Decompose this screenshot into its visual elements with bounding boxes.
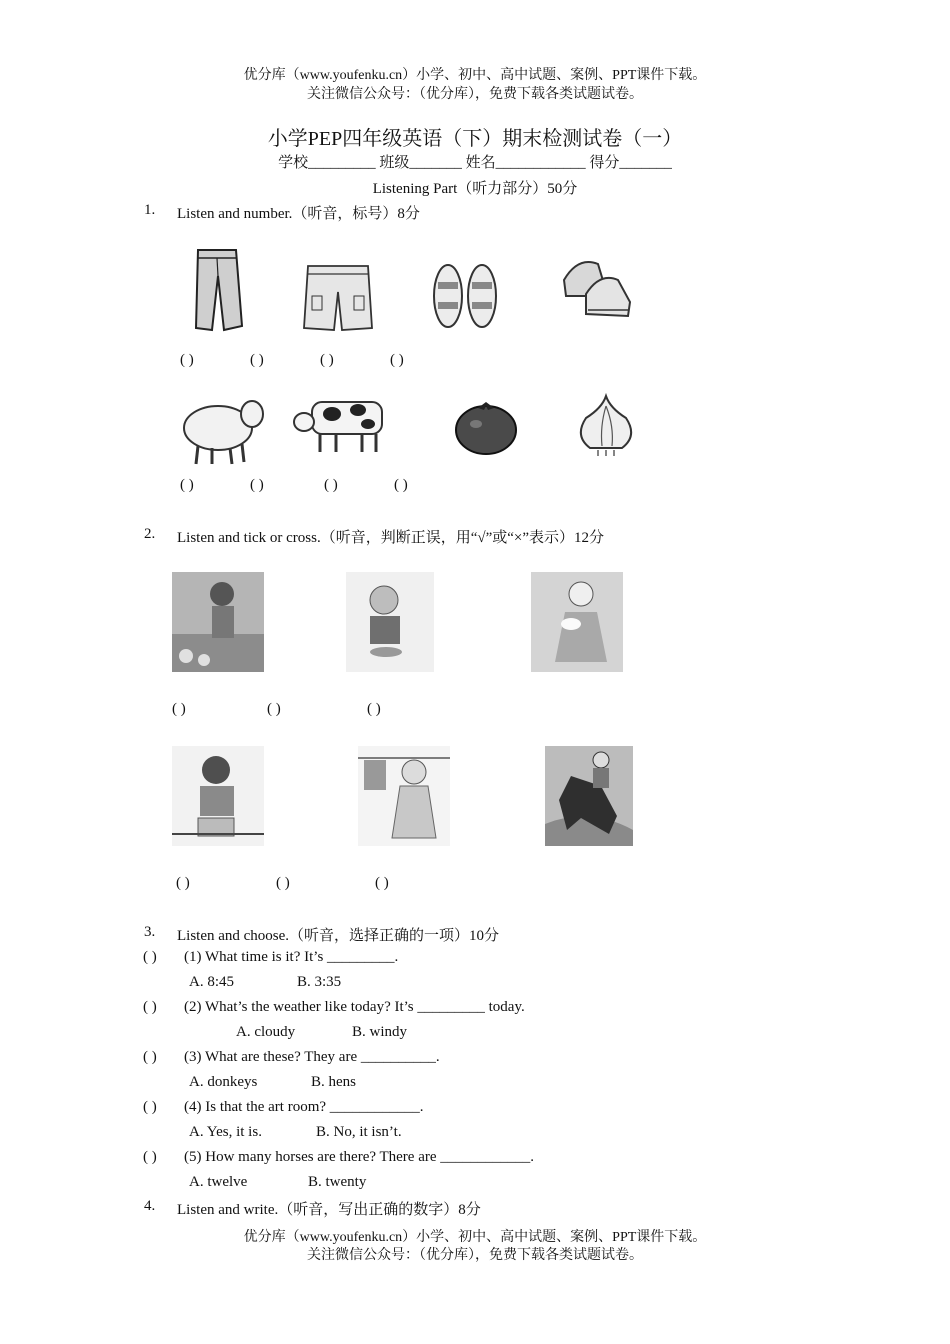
- q3-option-4a: A. Yes, it is.: [189, 1124, 262, 1140]
- page-title: 小学PEP四年级英语（下）期末检测试卷（一）: [267, 128, 683, 150]
- header-line-1: 优分库（www.youfenku.cn）小学、初中、高中试题、案例、PPT课件下载。: [243, 68, 707, 83]
- answer-paren[interactable]: ( ): [143, 1049, 157, 1065]
- q3-number: 3.: [144, 924, 156, 940]
- answer-paren[interactable]: ( ): [172, 701, 186, 717]
- q2-instruction: Listen and tick or cross.（听音，判断正误，用“√”或“×”表示）12分: [177, 530, 605, 546]
- q3-option-1b: B. 3:35: [297, 974, 342, 990]
- cow-icon: [292, 396, 396, 456]
- onion-icon: [576, 392, 636, 458]
- q2-number: 2.: [144, 526, 156, 542]
- girl-eating-image: [346, 572, 434, 672]
- answer-paren[interactable]: ( ): [367, 701, 381, 717]
- boy-riding-horse-image: [545, 746, 633, 846]
- answer-paren[interactable]: ( ): [180, 477, 194, 493]
- answer-paren[interactable]: ( ): [143, 1099, 157, 1115]
- answer-paren[interactable]: ( ): [180, 352, 194, 368]
- q3-option-3b: B. hens: [311, 1074, 356, 1090]
- q3-question-5: (5) How many horses are there? There are ____________.: [184, 1149, 535, 1165]
- answer-paren[interactable]: ( ): [394, 477, 408, 493]
- answer-paren[interactable]: ( ): [267, 701, 281, 717]
- answer-paren[interactable]: ( ): [250, 352, 264, 368]
- q3-question-4: (4) Is that the art room? ____________.: [184, 1099, 424, 1115]
- sandals-icon: [430, 262, 502, 330]
- answer-paren[interactable]: ( ): [375, 875, 389, 891]
- answer-paren[interactable]: ( ): [143, 949, 157, 965]
- answer-paren[interactable]: ( ): [320, 352, 334, 368]
- q3-option-5a: A. twelve: [189, 1174, 248, 1190]
- q3-option-5b: B. twenty: [308, 1174, 367, 1190]
- q3-instruction: Listen and choose.（听音，选择正确的一项）10分: [177, 928, 500, 944]
- answer-paren[interactable]: ( ): [143, 999, 157, 1015]
- pants-icon: [190, 246, 250, 336]
- q3-question-2: (2) What’s the weather like today? It’s _________ today.: [184, 999, 525, 1015]
- answer-paren[interactable]: ( ): [390, 352, 404, 368]
- q3-option-3a: A. donkeys: [189, 1074, 258, 1090]
- footer-line-2: 关注微信公众号：（优分库），免费下载各类试题试卷。: [307, 1248, 643, 1263]
- boy-watering-flowers-image: [172, 572, 264, 672]
- footer-line-1: 优分库（www.youfenku.cn）小学、初中、高中试题、案例、PPT课件下载。: [243, 1230, 707, 1245]
- tomato-icon: [454, 400, 518, 456]
- boy-washing-image: [172, 746, 264, 846]
- sneakers-icon: [558, 250, 634, 324]
- header-line-2: 关注微信公众号：（优分库），免费下载各类试题试卷。: [307, 87, 643, 102]
- girl-with-rabbit-image: [531, 572, 623, 672]
- q3-question-3: (3) What are these? They are __________.: [184, 1049, 440, 1065]
- answer-paren[interactable]: ( ): [176, 875, 190, 891]
- answer-paren[interactable]: ( ): [324, 477, 338, 493]
- q4-instruction: Listen and write.（听音，写出正确的数字）8分: [177, 1202, 481, 1218]
- q3-option-2b: B. windy: [352, 1024, 408, 1040]
- answer-paren[interactable]: ( ): [276, 875, 290, 891]
- answer-paren[interactable]: ( ): [143, 1149, 157, 1165]
- q3-option-1a: A. 8:45: [189, 974, 234, 990]
- girl-hanging-clothes-image: [358, 746, 450, 846]
- sheep-icon: [178, 394, 266, 466]
- q3-question-1: (1) What time is it? It’s _________.: [184, 949, 399, 965]
- q1-number: 1.: [144, 202, 156, 218]
- student-info-line: 学校_________ 班级_______ 姓名____________ 得分_______: [278, 155, 672, 171]
- q3-option-2a: A. cloudy: [236, 1024, 296, 1040]
- shorts-icon: [302, 262, 374, 334]
- q1-instruction: Listen and number.（听音，标号）8分: [177, 206, 420, 222]
- q4-number: 4.: [144, 1198, 156, 1214]
- q3-option-4b: B. No, it isn’t.: [316, 1124, 402, 1140]
- part-heading: Listening Part（听力部分）50分: [372, 181, 578, 197]
- answer-paren[interactable]: ( ): [250, 477, 264, 493]
